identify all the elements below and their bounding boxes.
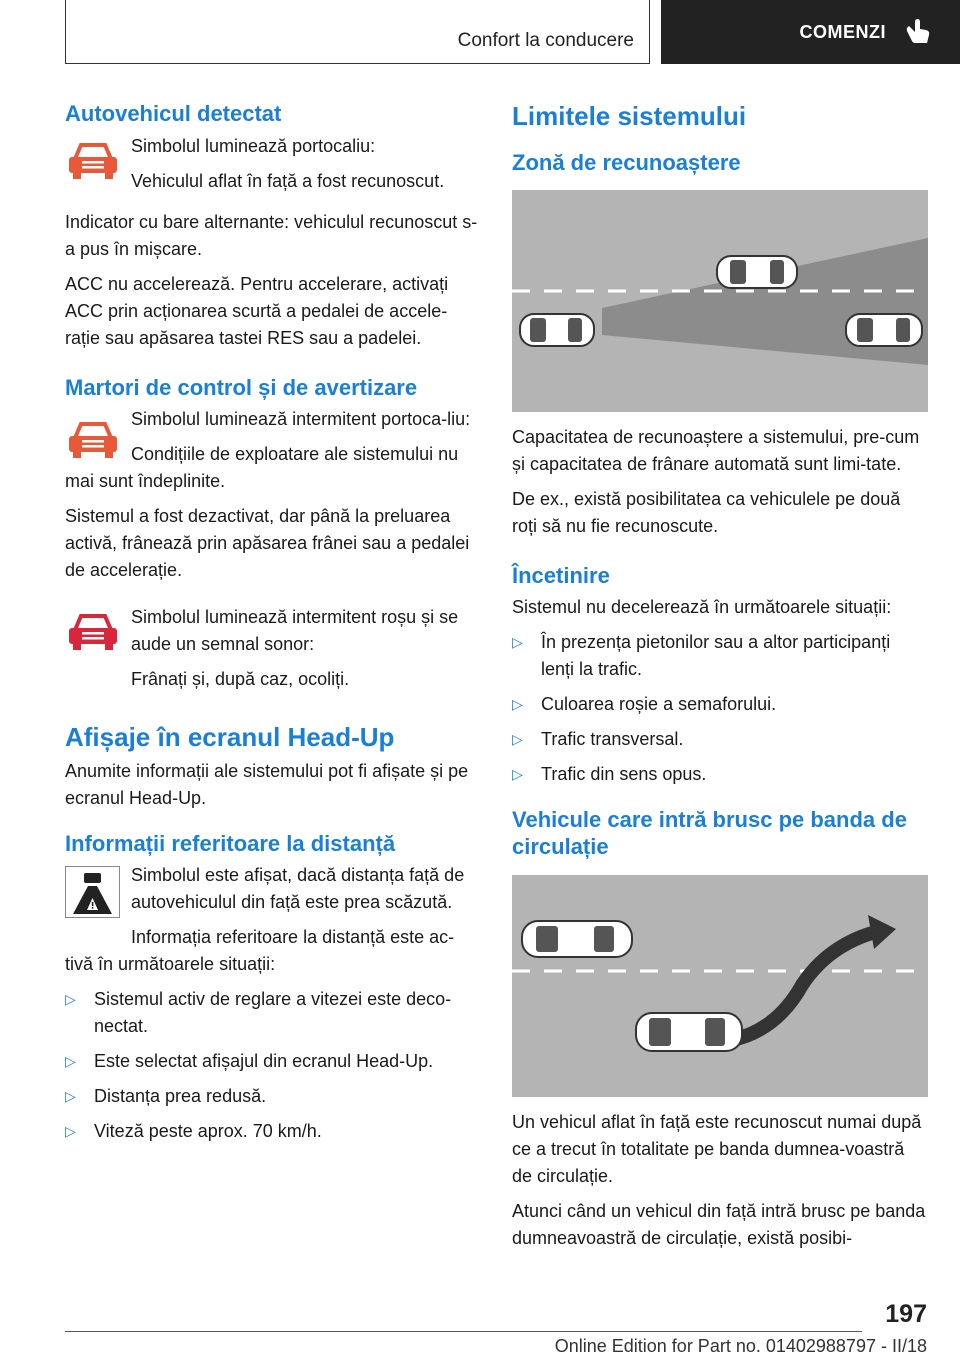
slow-bullet-3: ▷ Trafic transversal. — [512, 726, 928, 753]
warning-paragraph-1: Sistemul a fost dezactivat, dar până la preluarea activă, frânează prin apăsarea frânei sau a pedalei de accelerație. — [65, 506, 470, 580]
red-icon-text-1: Simbolul luminează intermitent roșu și se aude un semnal sonor: — [131, 607, 459, 654]
red-icon-text-2: Frânați și, după caz, ocoliți. — [131, 669, 350, 689]
distance-heading: Informații referitoare la distanță — [65, 830, 396, 856]
warning-icon-block — [65, 406, 480, 433]
warning-icon-text-1: Simbolul luminează intermitent portoca-liu: — [131, 409, 471, 429]
cutin-paragraph-1: Un vehicul aflat în față este recunoscut numai după ce a trecut în totalitate pe banda dumnea-voastră de circulație. — [512, 1111, 922, 1186]
car-top-view-2 — [520, 314, 594, 346]
hand-pointer-icon — [906, 18, 932, 46]
header-bottom-border — [65, 63, 650, 64]
red-icon-block — [65, 604, 480, 693]
zone-paragraph-2: De ex., există posibilitatea ca vehiculele pe două roți să nu fie recunoscute. — [512, 489, 901, 536]
zone-paragraph-1: Capacitatea de recunoaștere a sistemului, pre-cum și capacitatea de frânare automată sunt limi-tate. — [512, 427, 920, 474]
cutin-paragraph-2: Atunci când un vehicul din față intră brusc pe banda dumneavoastră de circulație, există posibi- — [512, 1200, 926, 1248]
detected-paragraph-1: Indicator cu bare alternante: vehiculul recunoscut s-a pus în mișcare. — [65, 211, 478, 259]
section-title: Confort la conducere — [457, 30, 634, 51]
header-right-border — [649, 0, 650, 64]
distance-bullet-1: ▷ Sistemul activ de reglare a vitezei este deco-nectat. — [65, 986, 480, 1040]
distance-icon-text-2: Informația referitoare la distanță este ac-tivă în următoarele situații: — [65, 927, 455, 974]
edition-text: Online Edition for Part no. 01402988797 - II/18 — [554, 1336, 927, 1356]
car-top-view-3 — [846, 314, 922, 346]
recognition-zone-illustration — [512, 190, 928, 412]
slow-bullet-2: ▷ Culoarea roșie a semaforului. — [512, 691, 928, 718]
car-warning-orange-icon — [65, 139, 121, 185]
limits-heading: Limitele sistemului — [512, 101, 747, 131]
chapter-label: COMENZI — [799, 21, 886, 42]
right-column — [512, 100, 928, 1252]
slow-bullet-1: ▷ În prezența pietonilor sau a altor participanți lenți la trafic. — [512, 629, 928, 683]
distance-icon-block — [65, 862, 480, 916]
distance-bullet-4: ▷ Viteză peste aprox. 70 km/h. — [65, 1118, 480, 1145]
detected-icon-text-1: Simbolul luminează portocaliu: — [131, 135, 376, 156]
chapter-tab[interactable] — [661, 0, 960, 64]
distance-bullet-list — [65, 986, 480, 1145]
car-top-view-cutting-in — [636, 1013, 742, 1051]
distance-bullet-2: ▷ Este selectat afișajul din ecranul Head-Up. — [65, 1048, 480, 1075]
detected-heading: Autovehicul detectat — [65, 101, 282, 126]
header-left-border — [65, 0, 66, 64]
distance-warning-icon — [65, 866, 120, 918]
car-blinking-orange-icon — [65, 418, 121, 464]
distance-icon-text-1: Simbolul este afișat, dacă distanța față de autovehiculul din față este prea scăzută. — [131, 865, 465, 912]
hud-heading: Afișaje în ecranul Head-Up — [65, 722, 395, 752]
car-blinking-red-icon — [65, 610, 121, 656]
detected-icon-text-2: Vehiculul aflat în față a fost recunoscut. — [131, 170, 445, 191]
car-top-view-1 — [717, 256, 797, 288]
car-top-view-ahead — [522, 921, 632, 957]
warning-heading: Martori de control și de avertizare — [65, 374, 418, 400]
page-number: 197 — [885, 1300, 927, 1328]
detected-icon-block — [65, 133, 480, 195]
slow-heading: Încetinire — [512, 563, 610, 588]
zone-heading: Zonă de recunoaștere — [512, 149, 741, 175]
warning-icon-text-2: Condițiile de exploatare ale sistemului nu mai sunt îndeplinite. — [65, 444, 459, 491]
cut-in-vehicle-illustration — [512, 875, 928, 1097]
left-column — [65, 100, 480, 1145]
cutin-heading: Vehicule care intră brusc pe banda de circulație — [512, 806, 907, 859]
hud-paragraph: Anumite informații ale sistemului pot fi afișate și pe ecranul Head-Up. — [65, 760, 469, 808]
slow-bullet-list — [512, 629, 928, 788]
slow-bullet-4: ▷ Trafic din sens opus. — [512, 761, 928, 788]
detected-paragraph-2: ACC nu accelerează. Pentru accelerare, activați ACC prin acționarea scurtă a pedalei de accele-rație sau apăsarea tastei RES sau a padelei. — [65, 273, 449, 348]
distance-bullet-3: ▷ Distanța prea redusă. — [65, 1083, 480, 1110]
slow-paragraph: Sistemul nu decelerează în următoarele situații: — [512, 596, 892, 617]
footer-divider — [65, 1331, 862, 1332]
